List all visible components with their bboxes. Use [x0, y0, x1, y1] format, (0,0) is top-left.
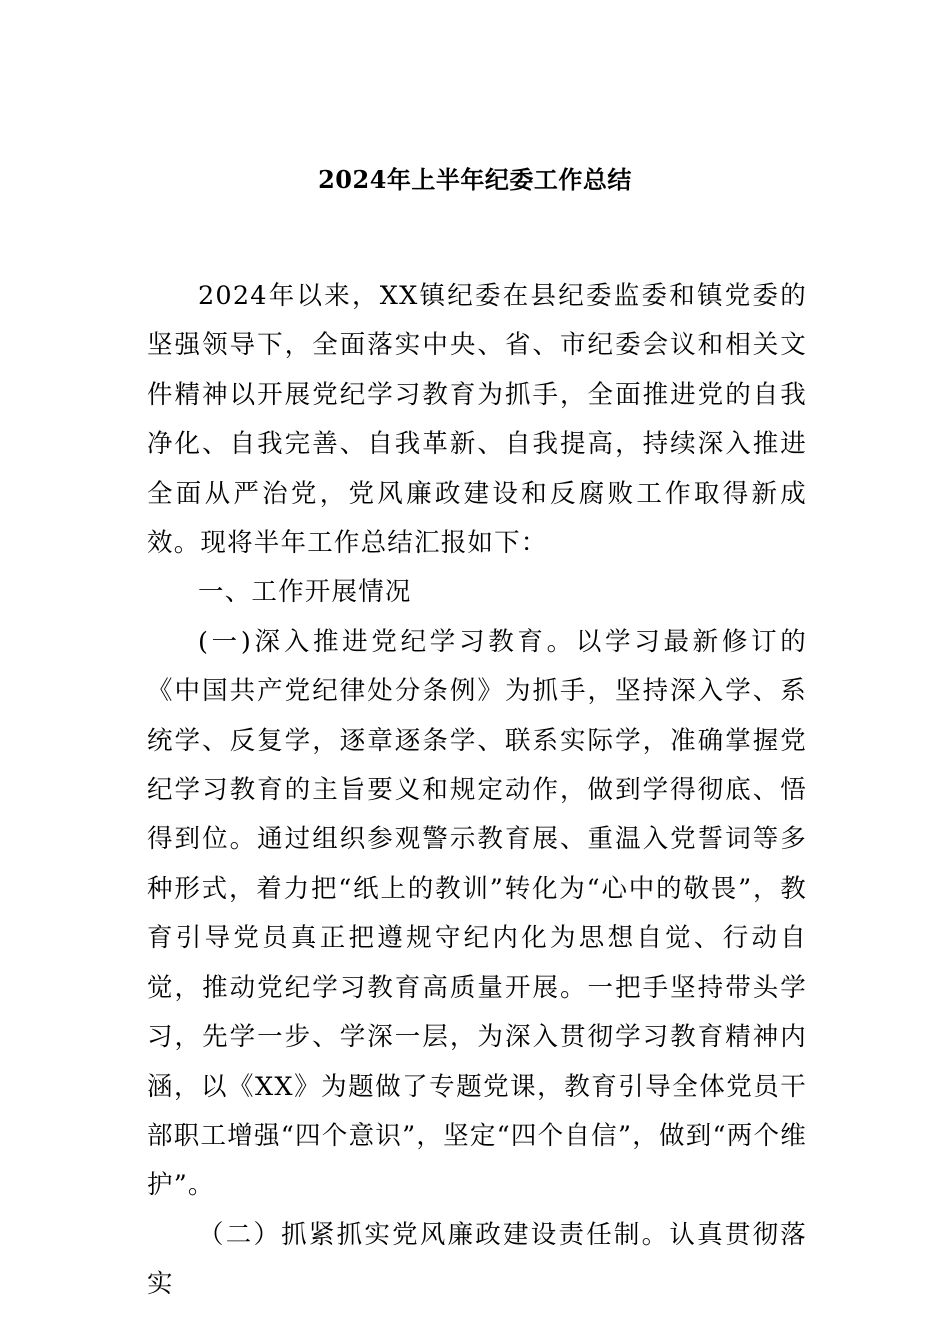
section-heading-work-progress: 一、工作开展情况	[198, 577, 412, 608]
paragraph-responsibility-system: （二）抓紧抓实党风廉政建设责任制。认真贯彻落实	[147, 1219, 807, 1300]
document-body	[147, 272, 807, 1310]
paragraph-party-discipline-education: (一)深入推进党纪学习教育。以学习最新修订的《中国共产党纪律处分条例》为抓手，坚持深入学、系统学、反复学，逐章逐条学、联系实际学，准确掌握党纪学习教育的主旨要义和规定动作，做到学得彻底、悟得到位。通过组织参观警示教育展、重温入党誓词等多种形式，着力把“纸上的教训”转化为“心中的敬畏”，教育引导党员真正把遵规守纪内化为思想自觉、行动自觉，推动党纪学习教育高质量开展。一把手坚持带头学习，先学一步、学深一层，为深入贯彻学习教育精神内涵，以《XX》为题做了专题党课，教育引导全体党员干部职工增强“四个意识”，坚定“四个自信”，做到“两个维护”。	[147, 626, 807, 1201]
paragraph-intro: 2024年以来，XX镇纪委在县纪委监委和镇党委的坚强领导下，全面落实中央、省、市纪委会议和相关文件精神以开展党纪学习教育为抓手，全面推进党的自我净化、自我完善、自我革新、自我提高，持续深入推进全面从严治党，党风廉政建设和反腐败工作取得新成效。现将半年工作总结汇报如下：	[147, 281, 807, 559]
document-title: 2024年上半年纪委工作总结	[318, 165, 632, 194]
